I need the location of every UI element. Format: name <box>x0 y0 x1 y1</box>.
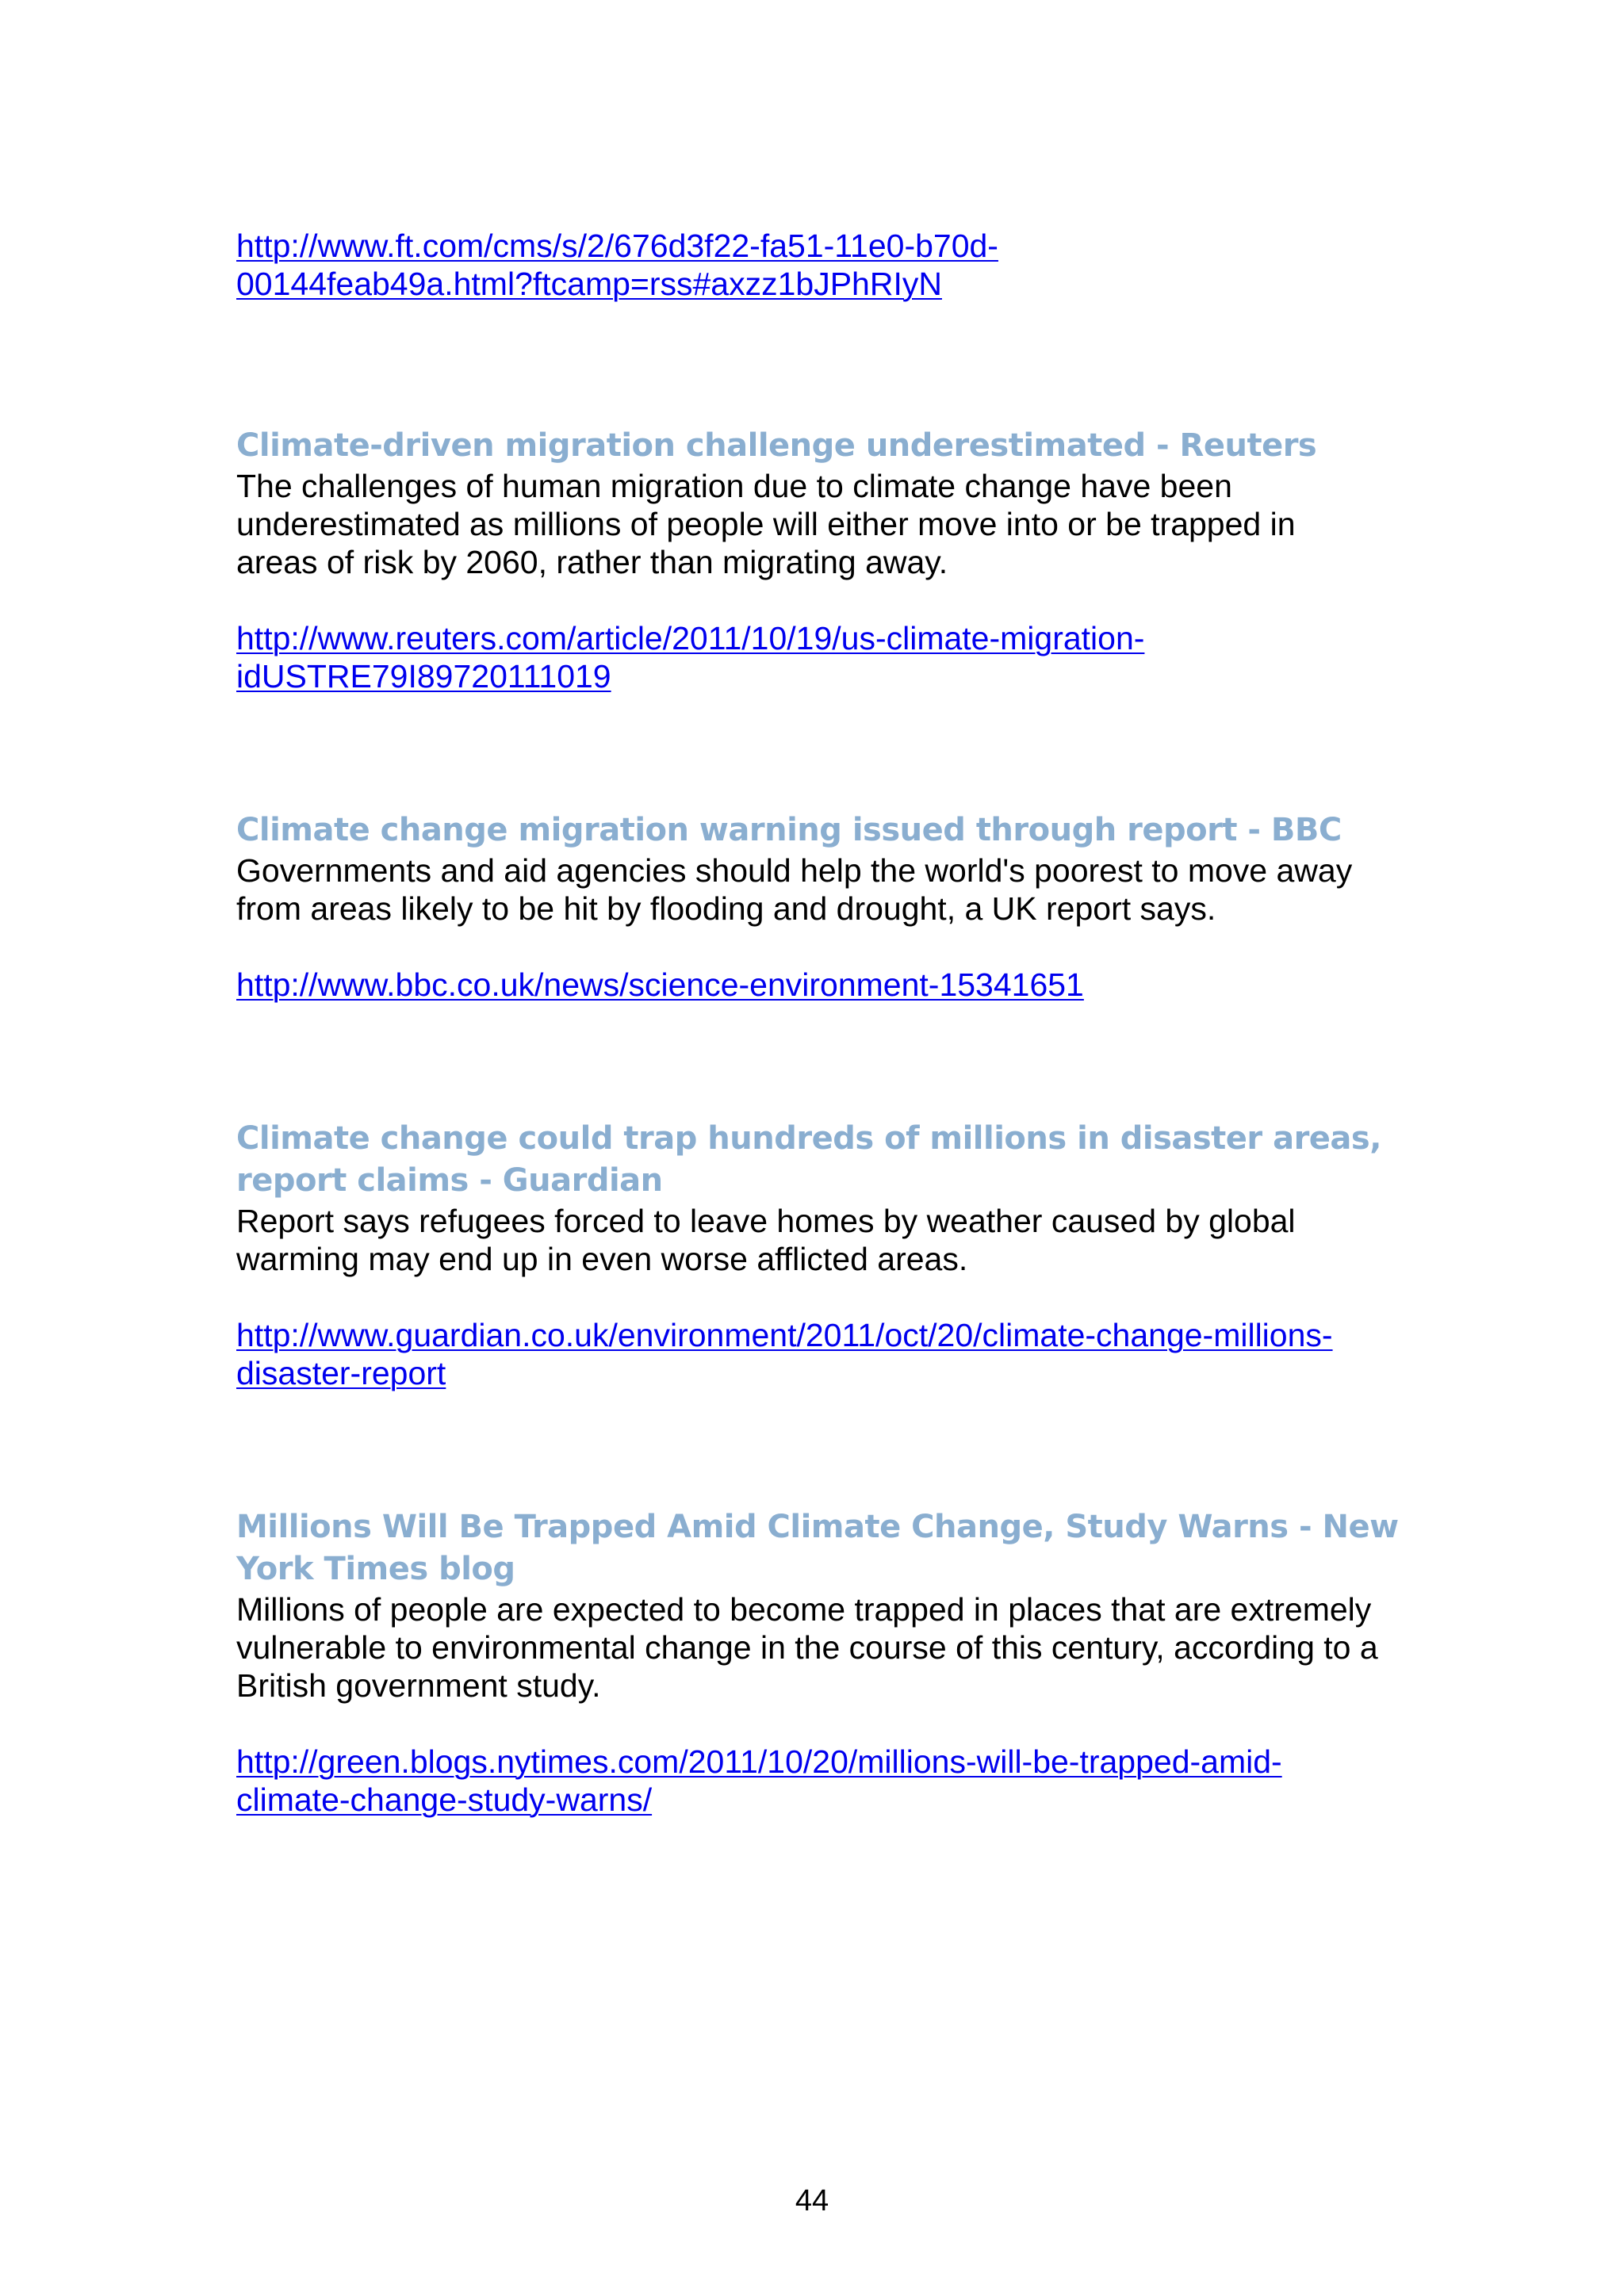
article-summary <box>236 1590 1426 1705</box>
link-line[interactable]: http://www.guardian.co.uk/environment/2011/oct/20/climate-change-millions- <box>236 1317 1333 1353</box>
summary-line: areas of risk by 2060, rather than migrating away. <box>236 544 948 580</box>
link-line[interactable]: http://www.reuters.com/article/2011/10/19/us-climate-migration- <box>236 620 1145 656</box>
article-headline: report claims - Guardian <box>236 1162 663 1199</box>
summary-line: Report says refugees forced to leave homes by weather caused by global <box>236 1203 1296 1239</box>
article-nytimes <box>236 1506 1426 1819</box>
article-headline: York Times blog <box>236 1551 515 1587</box>
article-summary <box>236 851 1426 928</box>
reuters-article-link[interactable] <box>236 619 1426 695</box>
summary-line: warming may end up in even worse afflicted areas. <box>236 1241 968 1277</box>
article-headline: Climate change migration warning issued through report - BBC <box>236 812 1342 848</box>
link-line[interactable]: idUSTRE79I89720111019 <box>236 658 611 695</box>
summary-line: vulnerable to environmental change in the course of this century, according to a <box>236 1629 1378 1666</box>
spacer <box>236 1278 1426 1316</box>
article-headline: Climate-driven migration challenge underestimated - Reuters <box>236 427 1317 464</box>
article-summary <box>236 1202 1426 1278</box>
spacer <box>236 1392 1426 1506</box>
article-headline: Millions Will Be Trapped Amid Climate Change, Study Warns - New <box>236 1509 1399 1545</box>
page-number: 44 <box>795 2184 829 2218</box>
link-line[interactable]: disaster-report <box>236 1355 446 1391</box>
article-reuters <box>236 425 1426 695</box>
link-line[interactable]: 00144feab49a.html?ftcamp=rss#axzz1bJPhRIyN <box>236 266 942 302</box>
link-line[interactable]: http://www.bbc.co.uk/news/science-environment-15341651 <box>236 966 1084 1003</box>
summary-line: underestimated as millions of people will either move into or be trapped in <box>236 506 1296 542</box>
summary-line: Millions of people are expected to become trapped in places that are extremely <box>236 1591 1372 1628</box>
summary-line: from areas likely to be hit by flooding and drought, a UK report says. <box>236 890 1216 927</box>
article-headline: Climate change could trap hundreds of millions in disaster areas, <box>236 1120 1381 1157</box>
spacer <box>236 303 1426 425</box>
summary-line: Governments and aid agencies should help the world's poorest to move away <box>236 852 1353 889</box>
spacer <box>236 1004 1426 1118</box>
article-summary <box>236 467 1426 581</box>
nytimes-article-link[interactable] <box>236 1743 1426 1819</box>
summary-line: The challenges of human migration due to climate change have been <box>236 468 1232 504</box>
guardian-article-link[interactable] <box>236 1316 1426 1392</box>
spacer <box>236 1705 1426 1743</box>
link-line[interactable]: http://www.ft.com/cms/s/2/676d3f22-fa51-11e0-b70d- <box>236 228 998 264</box>
bbc-article-link[interactable] <box>236 966 1426 1004</box>
spacer <box>236 581 1426 619</box>
link-line[interactable]: climate-change-study-warns/ <box>236 1781 653 1818</box>
article-guardian <box>236 1118 1426 1392</box>
spacer <box>236 695 1426 809</box>
spacer <box>236 928 1426 966</box>
article-bbc <box>236 809 1426 1004</box>
link-line[interactable]: http://green.blogs.nytimes.com/2011/10/20/millions-will-be-trapped-amid- <box>236 1743 1282 1780</box>
summary-line: British government study. <box>236 1667 601 1704</box>
ft-article-link[interactable] <box>236 227 1426 303</box>
page-content <box>236 227 1426 1819</box>
